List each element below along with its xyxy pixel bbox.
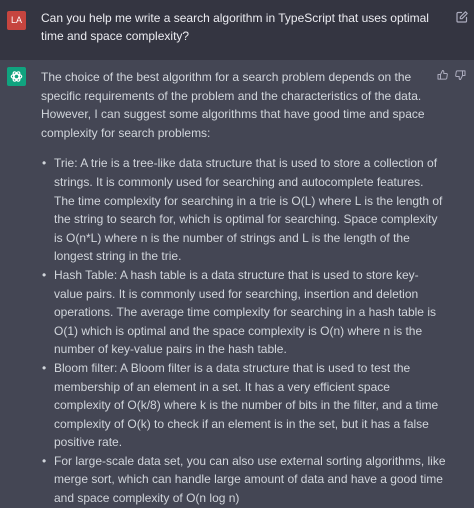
user-avatar: LA [7,11,26,30]
list-item-text: Hash Table: A hash table is a data structure that is used to store key-value pairs. It is commonly used for searching, insertion and deletion operations. The average time complexity for searching in a hash table is O(1) which is optimal and the space complexity is O(n) where n is the number of key-value pairs in the hash table. [54,267,436,357]
user-message-row [0,0,474,60]
list-item-text: Bloom filter: A Bloom filter is a data structure that is used to test the membership of an element in a set. It has a very efficient space complexity of O(k/8) where k is the number of bits in the filter, and a time complexity of O(k) to check if an element is in the set, but it has a false positive rate. [54,360,439,450]
list-item [41,359,446,452]
bullet-icon: • [42,360,47,375]
thumbs-down-icon[interactable] [454,68,466,80]
list-item [41,266,446,359]
bullet-icon: • [42,453,47,468]
thumbs-up-icon[interactable] [437,68,449,80]
pencil-square-icon[interactable] [455,10,469,24]
bullet-icon: • [42,267,47,282]
list-item [41,154,446,266]
algorithm-list [41,154,446,507]
list-item-text: Trie: A trie is a tree-like data structure that is used to store a collection of strings. It is commonly used for searching and autocomplete features. The time complexity for searching in a trie is O(L) where L is the length of the string to search for, which is optimal for searching. Space complexity is O(n*L) where n is the number of strings and L is the length of the longest string in the trie. [54,156,443,264]
user-message-text: Can you help me write a search algorithm in TypeScript that uses optimal time and space complexity? [41,11,429,43]
list-item-text: For large-scale data set, you can also use external sorting algorithms, like merge sort, which can handle large amount of data and have a good time and space complexity of O(n log n) [54,453,446,506]
assistant-message-row [0,60,474,506]
assistant-message-body [41,68,446,508]
openai-logo-icon [7,67,26,86]
bullet-icon: • [42,156,47,171]
list-item [41,452,446,508]
assistant-intro-paragraph: The choice of the best algorithm for a search problem depends on the specific requirements of the problem and the characteristics of the data. However, I can suggest some algorithms that have good time and space complexity for search problems: [41,70,425,140]
